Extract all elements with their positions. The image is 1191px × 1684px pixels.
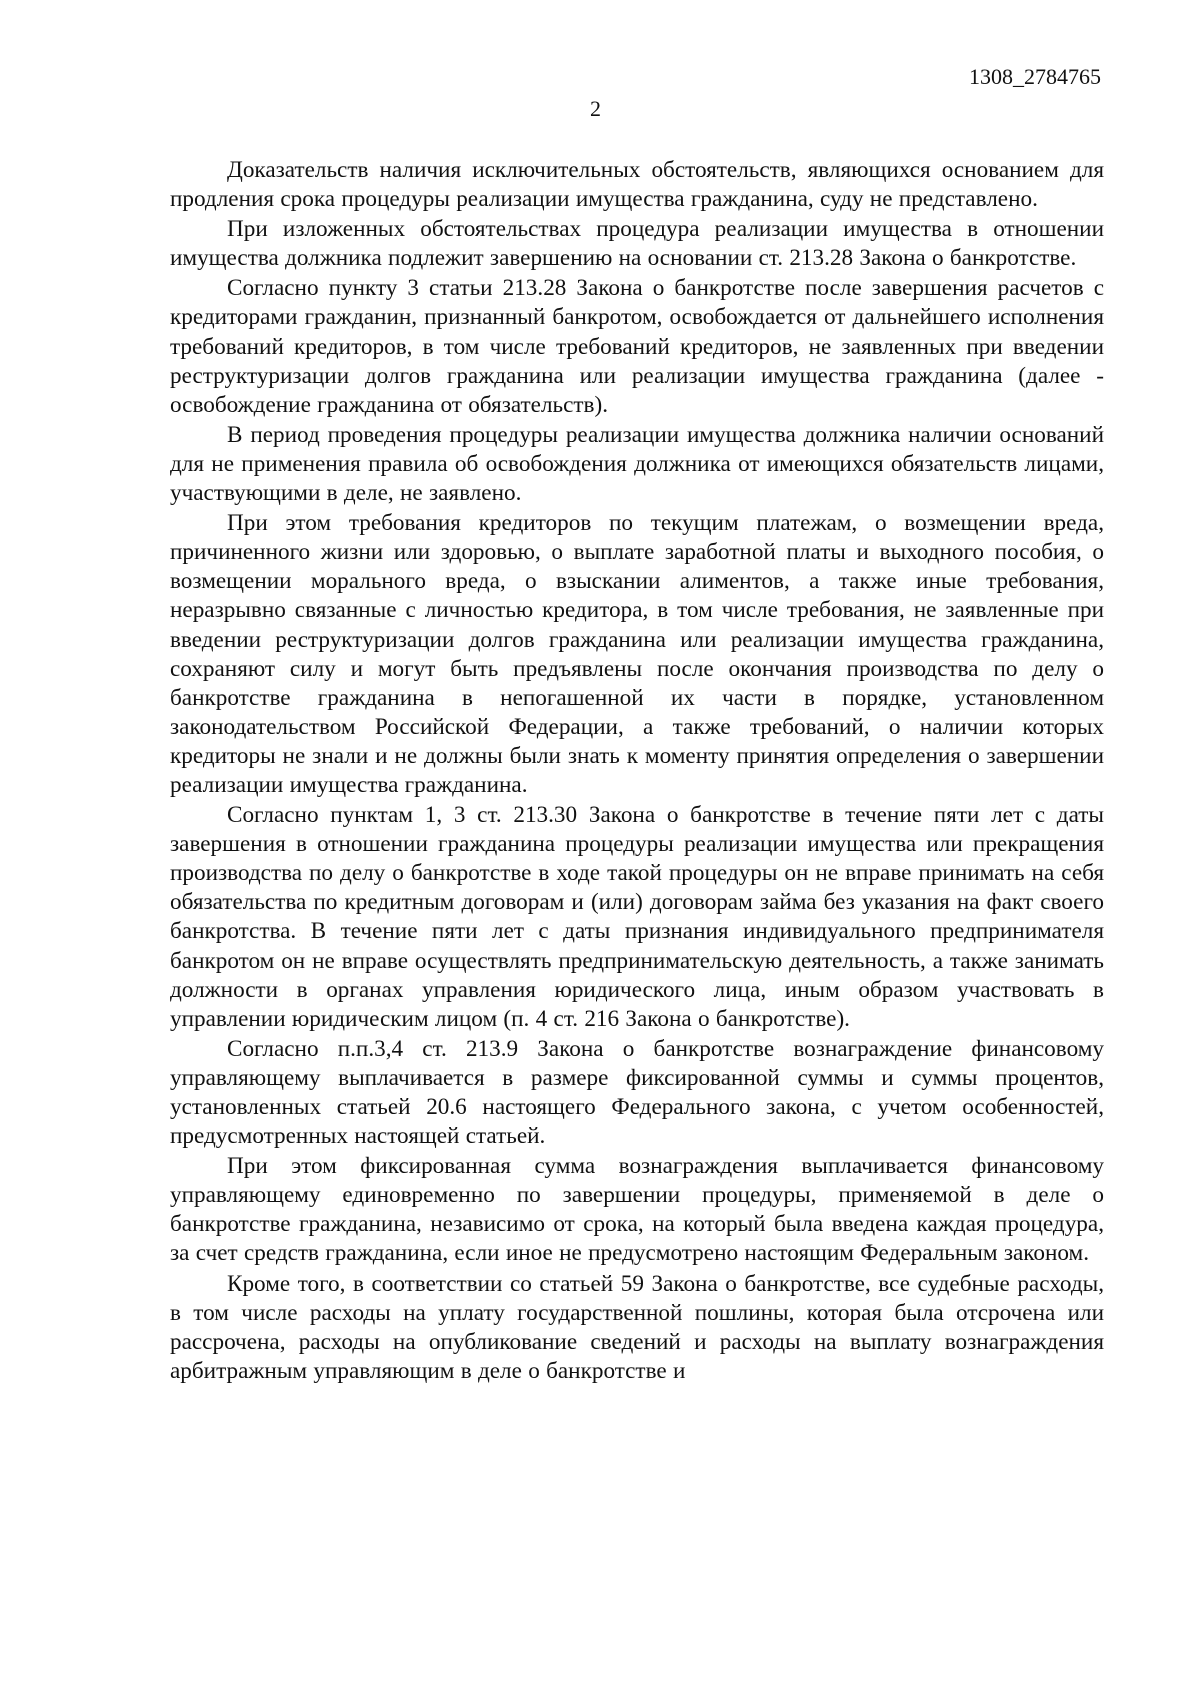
- page-number: 2: [590, 96, 601, 121]
- paragraph: Согласно пунктам 1, 3 ст. 213.30 Закона о банкротстве в течение пяти лет с даты завершения в отношении гражданина процедуры реализации имущества или прекращения производства по делу о банкротстве в ходе такой процедуры он не вправе принимать на себя обязательства по кредитным договорам и (или) договорам займа без указания на факт своего банкротства. В течение пяти лет с даты признания индивидуального предпринимателя банкротом он не вправе осуществлять предпринимательскую деятельность, а также занимать должности в органах управления юридического лица, иным образом участвовать в управлении юридическим лицом (п. 4 ст. 216 Закона о банкротстве).: [170, 802, 1104, 1032]
- document-body: [170, 156, 1104, 1386]
- paragraph: Доказательств наличия исключительных обстоятельств, являющихся основанием для продления срока процедуры реализации имущества гражданина, суду не представлено.: [170, 157, 1104, 213]
- paragraph: При этом требования кредиторов по текущим платежам, о возмещении вреда, причиненного жизни или здоровью, о выплате заработной платы и выходного пособия, о возмещении морального вреда, о взыскании алиментов, а также иные требования, неразрывно связанные с личностью кредитора, в том числе требования, не заявленные при введении реструктуризации долгов гражданина или реализации имущества гражданина, сохраняют силу и могут быть предъявлены после окончания производства по делу о банкротстве гражданина в непогашенной их части в порядке, установленном законодательством Российской Федерации, а также требований, о наличии которых кредиторы не знали и не должны были знать к моменту принятия определения о завершении реализации имущества гражданина.: [170, 510, 1104, 798]
- paragraph: Кроме того, в соответствии со статьей 59 Закона о банкротстве, все судебные расходы, в том числе расходы на уплату государственной пошлины, которая была отсрочена или рассрочена, расходы на опубликование сведений и расходы на выплату вознаграждения арбитражным управляющим в деле о банкротстве и: [170, 1270, 1104, 1384]
- document-id: 1308_2784765: [969, 64, 1101, 89]
- paragraph: Согласно пункту 3 статьи 213.28 Закона о банкротстве после завершения расчетов с кредиторами гражданин, признанный банкротом, освобождается от дальнейшего исполнения требований кредиторов, в том числе требований кредиторов, не заявленных при введении реструктуризации долгов гражданина или реализации имущества гражданина (далее - освобождение гражданина от обязательств).: [170, 275, 1104, 418]
- paragraph: При этом фиксированная сумма вознаграждения выплачивается финансовому управляющему единовременно по завершении процедуры, применяемой в деле о банкротстве гражданина, независимо от срока, на который была введена каждая процедура, за счет средств гражданина, если иное не предусмотрено настоящим Федеральным законом.: [170, 1153, 1104, 1267]
- paragraph: В период проведения процедуры реализации имущества должника наличии оснований для не применения правила об освобождения должника от имеющихся обязательств лицами, участвующими в деле, не заявлено.: [170, 421, 1104, 507]
- paragraph: Согласно п.п.3,4 ст. 213.9 Закона о банкротстве вознаграждение финансовому управляющему выплачивается в размере фиксированной суммы и суммы процентов, установленных статьей 20.6 настоящего Федерального закона, с учетом особенностей, предусмотренных настоящей статьей.: [170, 1035, 1104, 1150]
- paragraph: При изложенных обстоятельствах процедура реализации имущества в отношении имущества должника подлежит завершению на основании ст. 213.28 Закона о банкротстве.: [170, 216, 1104, 272]
